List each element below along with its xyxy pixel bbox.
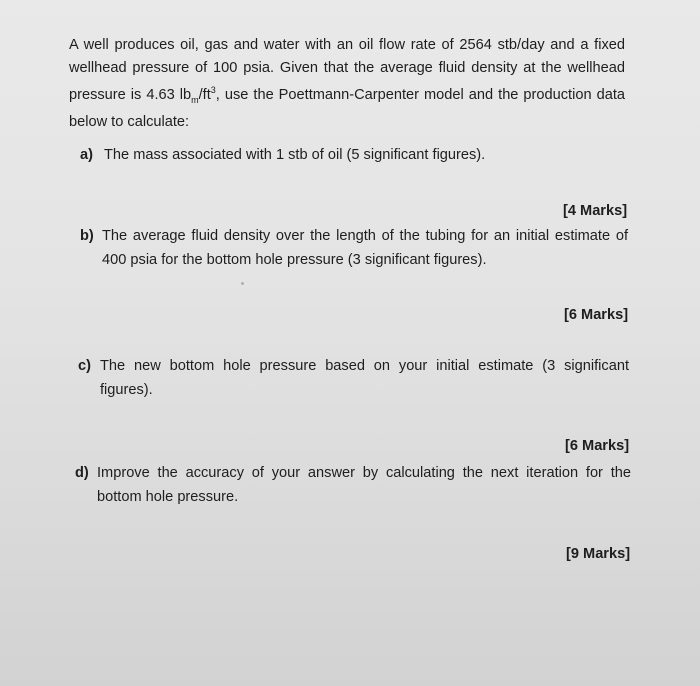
question-c (78, 354, 629, 402)
question-a-label: a) (80, 147, 93, 163)
question-c-marks: [6 Marks] (565, 438, 630, 454)
intro-text-2: /ft (198, 86, 211, 103)
question-b-text: The average fluid density over the length of the tubing for an initial estimate of 400 psia for the bottom hole pressure (3 significant figures). (102, 228, 628, 268)
question-d-label: d) (75, 465, 89, 481)
question-c-label: c) (78, 358, 91, 374)
question-a-marks: [4 Marks] (563, 203, 628, 219)
unit-superscript: 3 (210, 85, 216, 95)
question-d (75, 461, 631, 509)
question-d-marks: [9 Marks] (566, 546, 631, 562)
question-b (80, 224, 628, 272)
problem-statement (69, 34, 625, 134)
unit-subscript: m (191, 94, 199, 105)
question-d-text: Improve the accuracy of your answer by calculating the next iteration for the bottom hole pressure. (97, 465, 631, 505)
question-b-marks: [6 Marks] (564, 307, 629, 323)
question-a-text: The mass associated with 1 stb of oil (5 significant figures). (104, 147, 486, 163)
paper-speck (241, 282, 244, 285)
question-b-label: b) (80, 228, 94, 244)
question-a (80, 143, 600, 167)
intro-text-3: , use the Poettmann-Carpenter model and the production data below to calculate: (69, 86, 625, 131)
question-c-text: The new bottom hole pressure based on your initial estimate (3 significant figures). (100, 358, 629, 398)
intro-text-1: A well produces oil, gas and water with an oil flow rate of 2564 stb/day and a fixed wellhead pressure of 100 psia. Given that the average fluid density at the wellhead pressure is 4.63 lb (69, 37, 625, 103)
